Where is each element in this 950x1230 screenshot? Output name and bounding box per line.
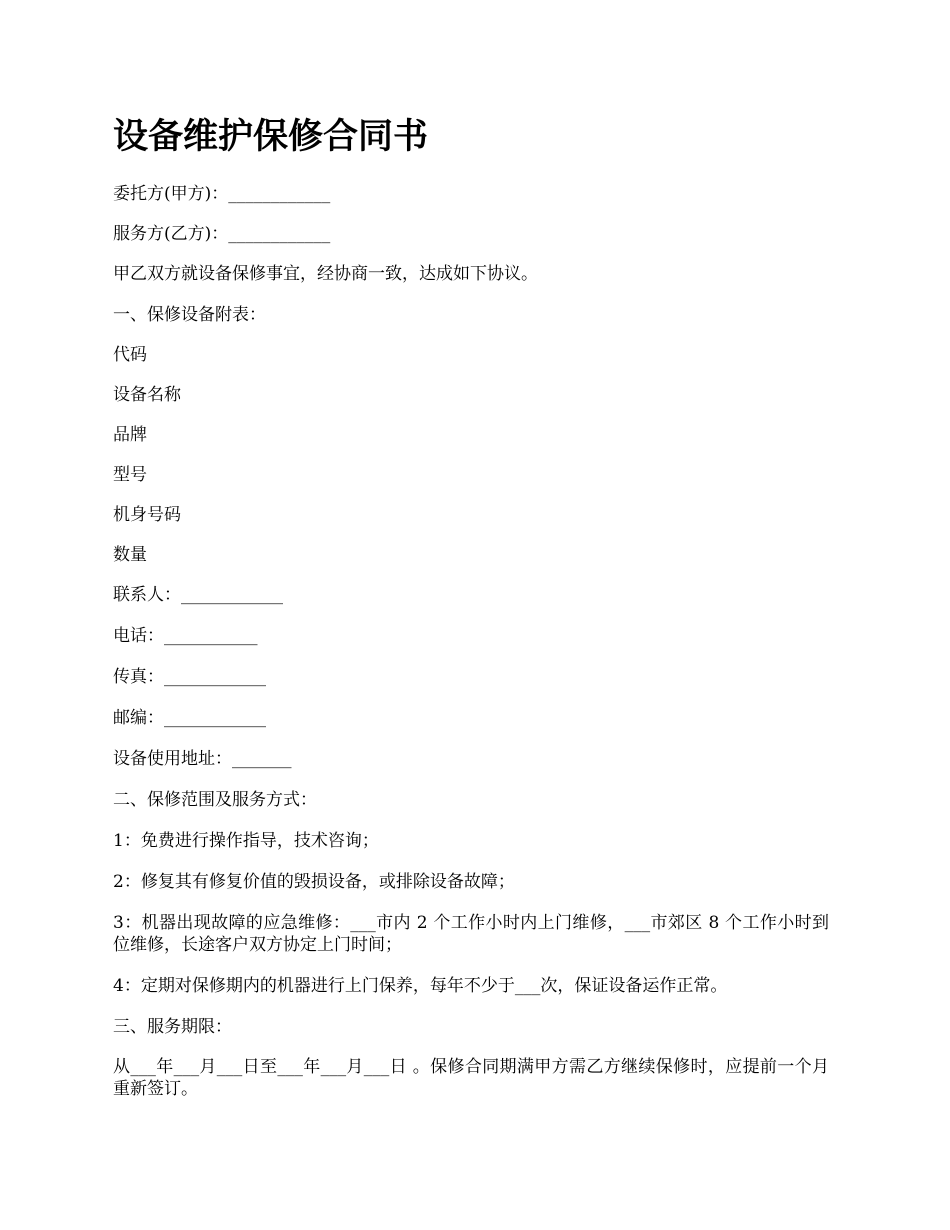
clause-3: 3：机器出现故障的应急维修：___市内 2 个工作小时内上门维修，___市郊区 8 个工作小时到位维修，长途客户双方协定上门时间； (113, 913, 829, 955)
field-equipment-name: 设备名称 (113, 385, 181, 405)
field-contact: 联系人：____________ (113, 585, 283, 605)
field-address: 设备使用地址：_______ (113, 749, 292, 769)
term-paragraph: 从___年___月___日至___年___月___日 。保修合同期满甲方需乙方继续保修时，应提前一个月重新签订。 (113, 1057, 829, 1099)
field-model: 型号 (113, 465, 147, 485)
field-postcode: 邮编：____________ (113, 708, 266, 728)
clause-1: 1：免费进行操作指导，技术咨询； (113, 831, 379, 851)
clause-4: 4：定期对保修期内的机器进行上门保养，每年不少于___次，保证设备运作正常。 (113, 976, 728, 996)
document-title: 设备维护保修合同书 (113, 116, 429, 157)
party-b-line: 服务方(乙方)：____________ (113, 224, 331, 244)
field-code: 代码 (113, 345, 147, 365)
intro-text: 甲乙双方就设备保修事宜，经协商一致，达成如下协议。 (113, 264, 538, 284)
section-heading-scope: 二、保修范围及服务方式： (113, 790, 317, 810)
field-phone: 电话：___________ (113, 626, 258, 646)
field-quantity: 数量 (113, 545, 147, 565)
field-brand: 品牌 (113, 425, 147, 445)
section-heading-term: 三、服务期限： (113, 1017, 232, 1037)
field-serial-number: 机身号码 (113, 505, 181, 525)
clause-2: 2：修复其有修复价值的毁损设备，或排除设备故障； (113, 872, 515, 892)
section-heading-equipment: 一、保修设备附表： (113, 305, 266, 325)
party-a-line: 委托方(甲方)：____________ (113, 184, 331, 204)
field-fax: 传真：____________ (113, 667, 266, 687)
